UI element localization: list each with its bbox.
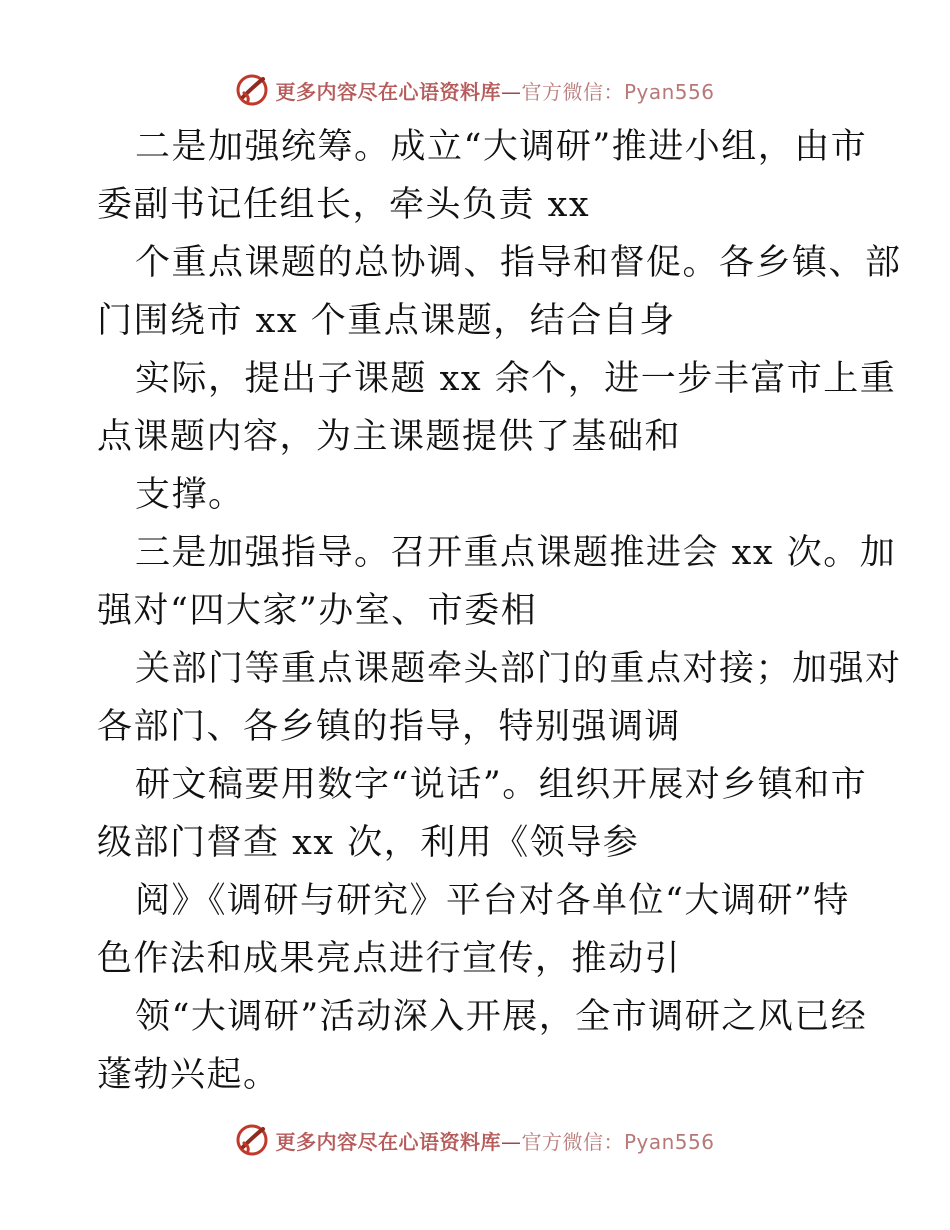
text-line: 级部门督查 xx 次，利用《领导参 (97, 823, 640, 863)
header-separator: — (500, 79, 522, 104)
text-line: 色作法和成果亮点进行宣传，推动引 (97, 939, 682, 979)
text-line: 领“大调研”活动深入开展，全市调研之风已经 (135, 997, 868, 1037)
text-line: 个重点课题的总协调、指导和督促。各乡镇、部 (135, 243, 902, 283)
footer-banner-text (275, 1126, 714, 1155)
text-line: 实际，提出子课题 xx 余个，进一步丰富市上重 (135, 359, 897, 399)
header-wechat: 官方微信：Pyan556 (521, 79, 715, 104)
header-watermark (0, 70, 950, 110)
text-line: 门围绕市 xx 个重点课题，结合自身 (97, 301, 676, 341)
footer-wechat: 官方微信：Pyan556 (521, 1129, 715, 1154)
footer-watermark (0, 1120, 950, 1160)
text-line: 阅》《调研与研究》平台对各单位“大调研”特 (135, 881, 850, 921)
text-line: 关部门等重点课题牵头部门的重点对接；加强对 (135, 649, 902, 689)
brush-logo-icon (235, 1123, 269, 1157)
text-line: 点课题内容，为主课题提供了基础和 (97, 417, 682, 457)
brush-logo-icon (235, 73, 269, 107)
header-banner-text (275, 76, 714, 105)
text-line: 委副书记任组长，牵头负责 xx (97, 185, 591, 225)
text-line: 二是加强统筹。成立“大调研”推进小组，由市 (135, 127, 868, 167)
footer-site-name: 更多内容尽在心语资料库 (275, 1129, 501, 1154)
text-line: 强对“四大家”办室、市委相 (97, 591, 538, 631)
text-line: 各部门、各乡镇的指导，特别强调调 (97, 707, 682, 747)
text-line: 蓬勃兴起。 (97, 1055, 280, 1095)
text-line: 三是加强指导。召开重点课题推进会 xx 次。加 (135, 533, 897, 573)
header-site-name: 更多内容尽在心语资料库 (275, 79, 501, 104)
text-line: 研文稿要用数字“说话”。组织开展对乡镇和市 (135, 765, 868, 805)
footer-separator: — (500, 1129, 522, 1154)
text-line: 支撑。 (135, 475, 245, 515)
document-body (97, 118, 902, 1104)
